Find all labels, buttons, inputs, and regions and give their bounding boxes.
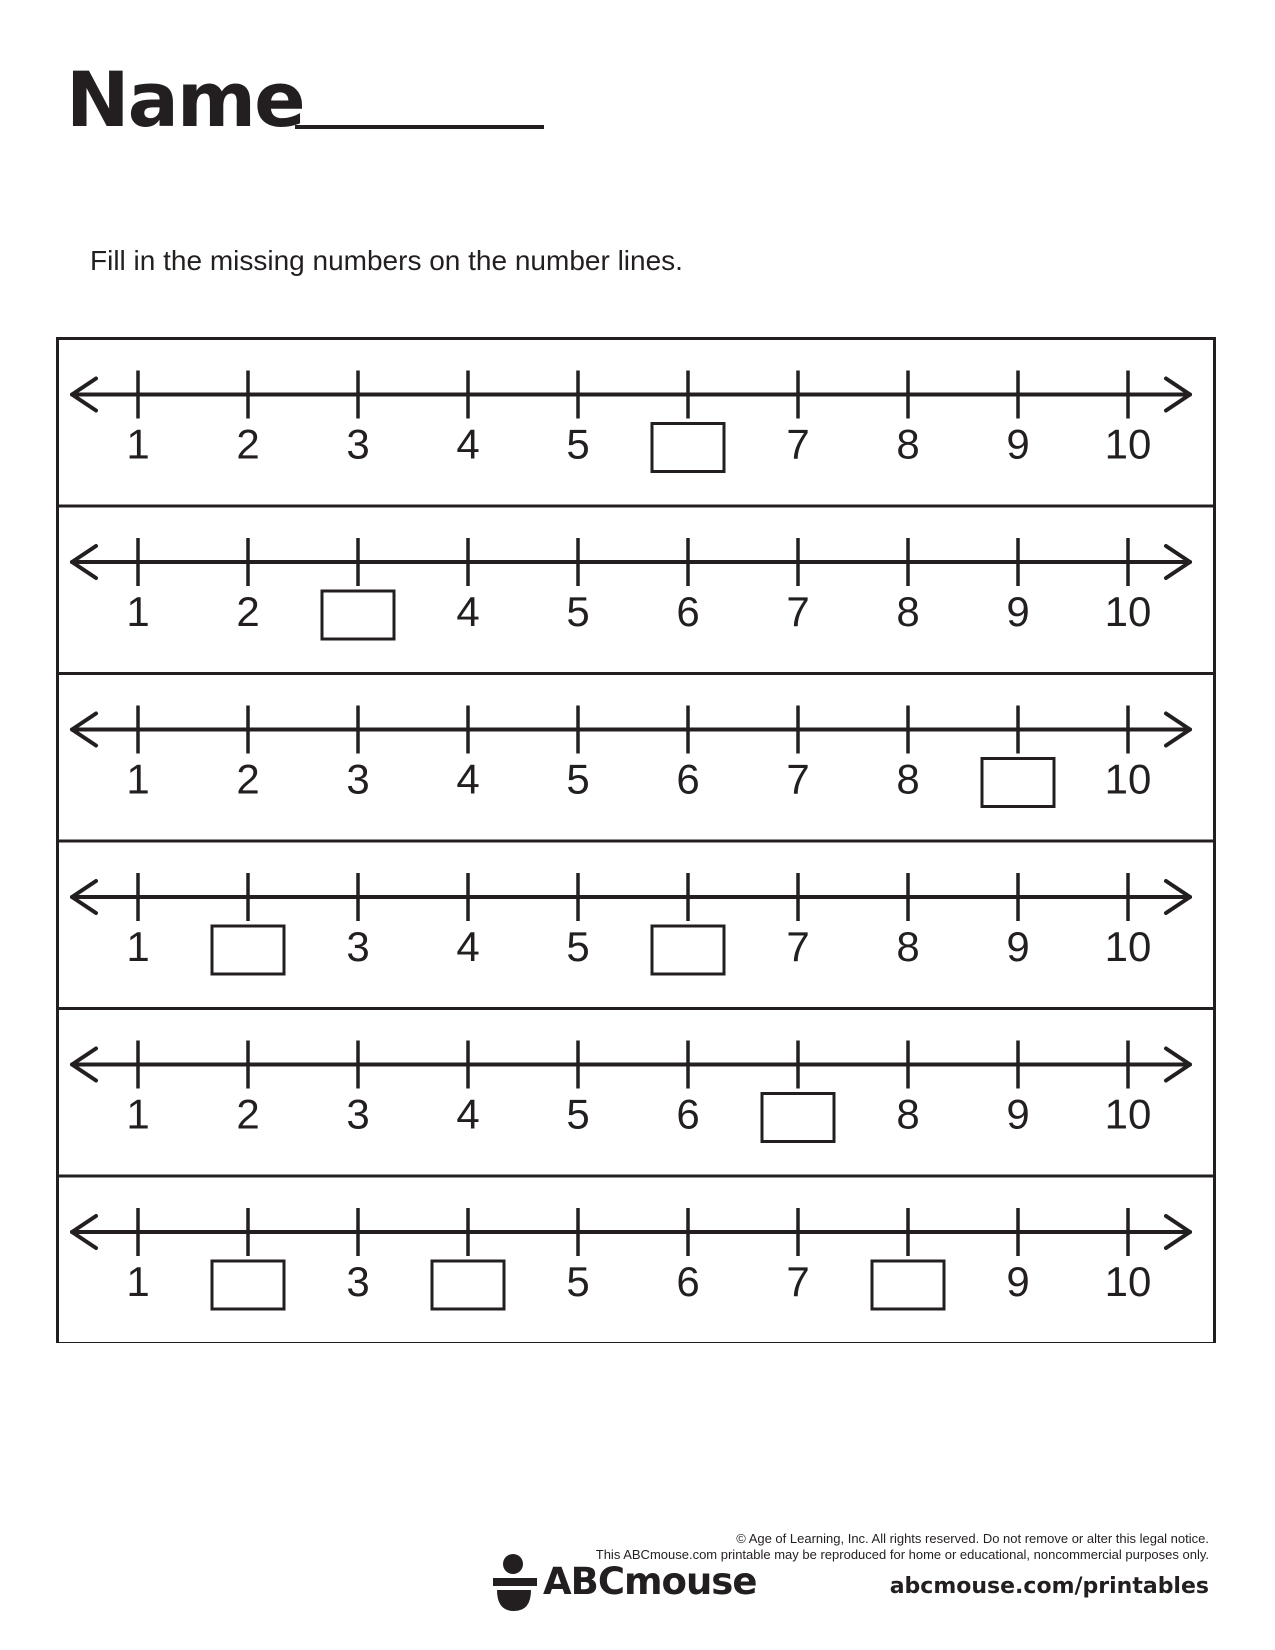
answer-box[interactable] xyxy=(872,1261,944,1309)
tick-label: 7 xyxy=(786,1258,810,1305)
tick-label: 7 xyxy=(786,923,810,970)
tick-label: 4 xyxy=(456,923,480,970)
tick-label: 7 xyxy=(786,588,810,635)
name-write-line[interactable] xyxy=(295,125,544,129)
tick-label: 2 xyxy=(236,1090,260,1138)
tick-label: 5 xyxy=(566,1258,590,1305)
tick-label: 1 xyxy=(126,923,150,970)
tick-label: 8 xyxy=(896,1090,920,1138)
tick-label: 9 xyxy=(1006,923,1030,970)
tick-label: 3 xyxy=(346,1090,370,1138)
tick-label: 4 xyxy=(456,420,480,468)
answer-box[interactable] xyxy=(652,424,724,472)
tick-label: 9 xyxy=(1006,1090,1030,1138)
tick-label: 10 xyxy=(1104,1090,1152,1138)
tick-label: 1 xyxy=(126,588,150,635)
tick-label: 5 xyxy=(566,923,590,970)
tick-label: 7 xyxy=(786,420,810,468)
answer-box[interactable] xyxy=(652,926,724,974)
tick-label: 3 xyxy=(346,755,370,803)
tick-label: 5 xyxy=(566,755,590,803)
tick-label: 7 xyxy=(786,755,810,803)
tick-label: 10 xyxy=(1104,1258,1152,1305)
tick-label: 1 xyxy=(126,1090,150,1138)
tick-label: 5 xyxy=(566,588,590,635)
tick-label: 1 xyxy=(126,755,150,803)
answer-box[interactable] xyxy=(212,926,284,974)
tick-label: 6 xyxy=(676,588,700,635)
tick-label: 3 xyxy=(346,1258,370,1305)
instructions: Fill in the missing numbers on the number lines. xyxy=(90,245,683,276)
answer-box[interactable] xyxy=(212,1261,284,1309)
tick-label: 1 xyxy=(126,420,150,468)
tick-label: 2 xyxy=(236,420,260,468)
number-line-row xyxy=(58,674,1215,807)
number-line-row xyxy=(72,371,1190,472)
tick-label: 10 xyxy=(1104,420,1152,468)
tick-label: 4 xyxy=(456,755,480,803)
tick-label: 10 xyxy=(1104,923,1152,970)
tick-label: 4 xyxy=(456,588,480,635)
tick-label: 9 xyxy=(1006,1258,1030,1305)
answer-box[interactable] xyxy=(762,1094,834,1142)
tick-label: 3 xyxy=(346,420,370,468)
answer-box[interactable] xyxy=(322,591,394,639)
tick-label: 10 xyxy=(1104,588,1152,635)
logo-text: ABCmouse xyxy=(543,1560,757,1603)
number-line-row xyxy=(58,841,1215,974)
tick-label: 6 xyxy=(676,755,700,803)
number-line-row xyxy=(58,1009,1215,1142)
tick-label: 8 xyxy=(896,588,920,635)
number-line-row xyxy=(58,1176,1215,1309)
tick-label: 8 xyxy=(896,755,920,803)
tick-label: 6 xyxy=(676,1090,700,1138)
number-line-row xyxy=(58,506,1215,639)
tick-label: 2 xyxy=(236,755,260,803)
abcmouse-logo xyxy=(493,1553,783,1613)
tick-label: 5 xyxy=(566,1090,590,1138)
tick-label: 10 xyxy=(1104,755,1152,803)
tick-label: 1 xyxy=(126,1258,150,1305)
answer-box[interactable] xyxy=(982,759,1054,807)
tick-label: 3 xyxy=(346,923,370,970)
name-label: Name xyxy=(66,55,304,144)
legal-notice-line-1: © Age of Learning, Inc. All rights reserved. Do not remove or alter this legal notice. xyxy=(736,1531,1209,1546)
tick-label: 9 xyxy=(1006,588,1030,635)
tick-label: 4 xyxy=(456,1090,480,1138)
tick-label: 8 xyxy=(896,420,920,468)
tick-label: 2 xyxy=(236,588,260,635)
tick-label: 5 xyxy=(566,420,590,468)
legal-notice-line-2: This ABCmouse.com printable may be reproduced for home or educational, noncommercial purposes only. xyxy=(595,1547,1209,1562)
printables-url[interactable]: abcmouse.com/printables xyxy=(889,1574,1209,1599)
abcmouse-logo-icon xyxy=(493,1553,537,1613)
tick-label: 8 xyxy=(896,923,920,970)
tick-label: 6 xyxy=(676,1258,700,1305)
number-line-worksheet xyxy=(56,337,1216,1343)
tick-label: 9 xyxy=(1006,420,1030,468)
answer-box[interactable] xyxy=(432,1261,504,1309)
